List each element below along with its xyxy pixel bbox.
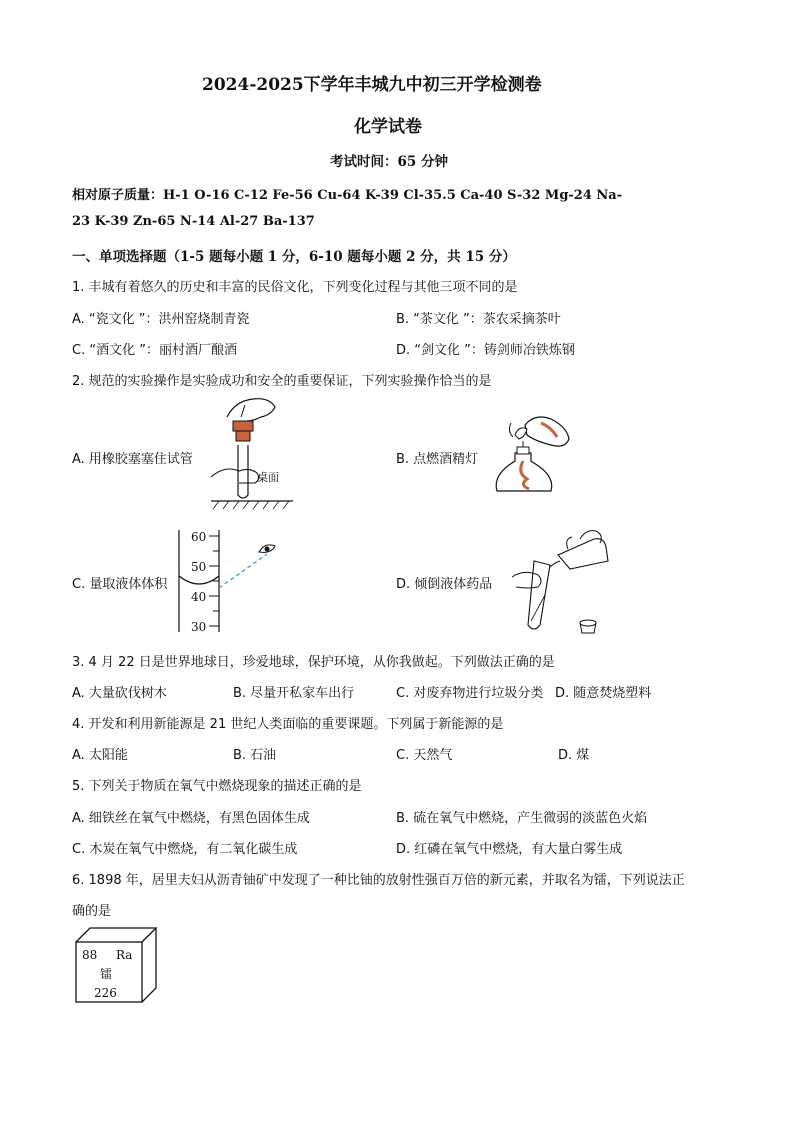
q4-option-d: D. 煤 [558,748,590,763]
q2-stem: 2. 规范的实验操作是实验成功和安全的重要保证，下列实验操作恰当的是 [72,374,492,389]
q3-option-a: A. 大量砍伐树木 [72,686,167,701]
q3-stem: 3. 4 月 22 日是世界地球日，珍爱地球，保护环境，从你我做起。下列做法正确的是 [72,655,555,670]
q6-stem-line-1: 6. 1898 年，居里夫妇从沥青铀矿中发现了一种比铀的放射性强百万倍的新元素，并取名为镭，下列说法正 [72,873,685,888]
atomic-mass-line-2: 23 K-39 Zn-65 N-14 Al-27 Ba-137 [72,214,315,229]
q6-stem-line-2: 确的是 [72,904,112,919]
tick-40: 40 [191,590,207,604]
q3-option-b: B. 尽量开私家车出行 [233,686,355,701]
figure-pouring-liquid [500,525,615,640]
q5-option-d: D. 红磷在氧气中燃烧，有大量白雾生成 [396,842,623,857]
figure-graduated-cylinder [175,530,285,635]
q1-option-c: C. “酒文化 ”：丽村酒厂酿酒 [72,343,237,358]
q1-option-a: A. “瓷文化 ”：洪州窑烧制青瓷 [72,312,250,327]
element-mass: 226 [94,986,117,1000]
tick-30: 30 [191,620,207,634]
q3-option-c: C. 对废弃物进行垃圾分类 [396,686,544,701]
q4-option-b: B. 石油 [233,748,277,763]
figure-stopper-test-tube [205,395,295,515]
figure-alcohol-lamp [485,405,585,505]
q2-option-a: A. 用橡胶塞塞住试管 [72,452,193,467]
q4-stem: 4. 开发和利用新能源是 21 世纪人类面临的重要课题。下列属于新能源的是 [72,717,504,732]
atomic-mass-line-1: 相对原子质量：H-1 O-16 C-12 Fe-56 Cu-64 K-39 Cl-35.5 Ca-40 S-32 Mg-24 Na- [72,188,623,203]
table-label: 桌面 [257,471,279,484]
element-symbol: Ra [116,948,133,962]
paper-title: 2024-2025下学年丰城九中初三开学检测卷 [202,75,542,95]
element-name: 镭 [100,967,113,981]
q3-option-d: D. 随意焚烧塑料 [555,686,652,701]
q5-option-a: A. 细铁丝在氧气中燃烧，有黑色固体生成 [72,811,310,826]
element-cube-radium [72,926,164,1006]
q2-option-c: C. 量取液体体积 [72,577,168,592]
q5-option-b: B. 硫在氧气中燃烧，产生微弱的淡蓝色火焰 [396,811,648,826]
q2-option-b: B. 点燃酒精灯 [396,452,479,467]
element-number: 88 [82,948,98,962]
tick-50: 50 [191,560,207,574]
tick-60: 60 [191,530,207,544]
q5-option-c: C. 木炭在氧气中燃烧，有二氧化碳生成 [72,842,298,857]
q4-option-a: A. 太阳能 [72,748,128,763]
q1-stem: 1. 丰城有着悠久的历史和丰富的民俗文化，下列变化过程与其他三项不同的是 [72,280,518,295]
section-heading: 一、单项选择题（1-5 题每小题 1 分，6-10 题每小题 2 分，共 15 分） [72,249,516,265]
paper-subtitle: 化学试卷 [354,117,422,137]
q1-option-d: D. “剑文化 ”：铸剑师冶铁炼钢 [396,343,575,358]
q5-stem: 5. 下列关于物质在氧气中燃烧现象的描述正确的是 [72,779,362,794]
q2-option-d: D. 倾倒液体药品 [396,577,493,592]
q4-option-c: C. 天然气 [396,748,453,763]
q1-option-b: B. “茶文化 ”：茶农采摘茶叶 [396,312,561,327]
exam-time: 考试时间：65 分钟 [330,154,448,170]
